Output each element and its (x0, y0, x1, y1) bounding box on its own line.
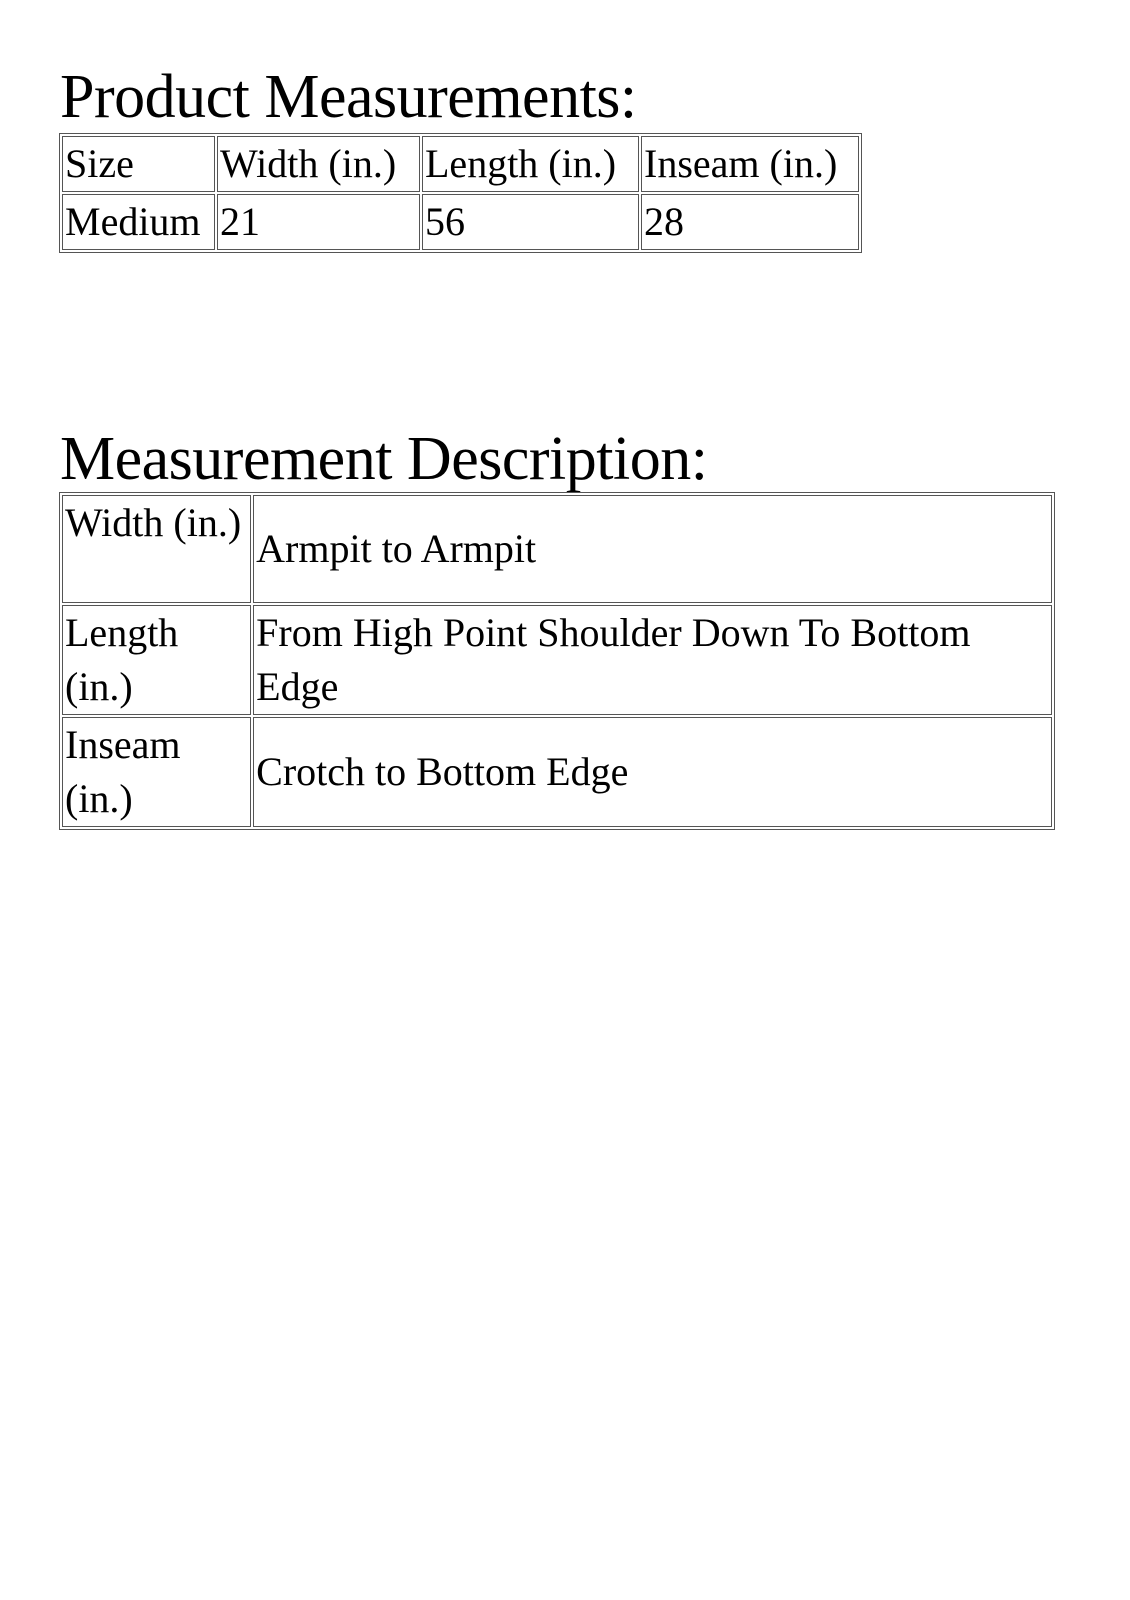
header-length: Length (in.) (422, 136, 639, 192)
cell-size: Medium (62, 194, 215, 250)
cell-width: 21 (217, 194, 420, 250)
product-measurements-title: Product Measurements: (60, 63, 637, 131)
header-size: Size (62, 136, 215, 192)
table-row (62, 605, 1052, 715)
table-row (62, 194, 859, 250)
table-row (62, 495, 1052, 603)
measurements-table (59, 133, 862, 253)
table-row (62, 717, 1052, 827)
row-text-width: Armpit to Armpit (253, 495, 1052, 603)
row-label-length: Length (in.) (62, 605, 251, 715)
row-label-width: Width (in.) (62, 495, 251, 603)
cell-inseam: 28 (641, 194, 859, 250)
measurement-description-title: Measurement Description: (60, 425, 708, 493)
header-width: Width (in.) (217, 136, 420, 192)
table-header-row (62, 136, 859, 192)
row-label-inseam: Inseam (in.) (62, 717, 251, 827)
header-inseam: Inseam (in.) (641, 136, 859, 192)
description-table (59, 492, 1055, 830)
row-text-length: From High Point Shoulder Down To Bottom Edge (253, 605, 1052, 715)
row-text-inseam: Crotch to Bottom Edge (253, 717, 1052, 827)
cell-length: 56 (422, 194, 639, 250)
